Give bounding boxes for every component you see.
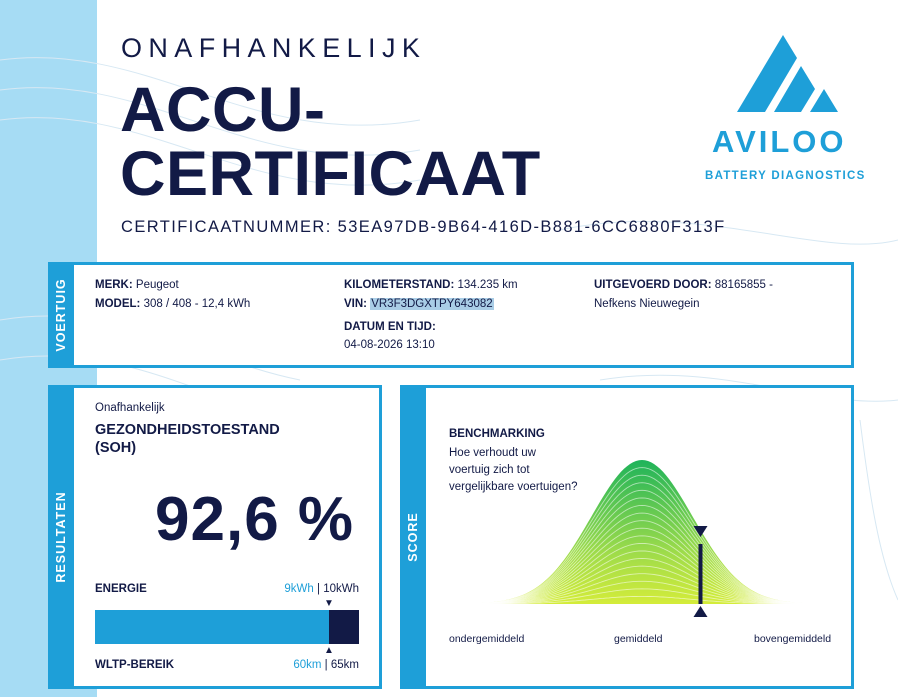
soh-heading-line-2: (SOH) (95, 440, 137, 456)
merk-label: MERK: (95, 279, 133, 291)
aviloo-triangle-logo-icon (700, 30, 870, 190)
question-line-1: Hoe verhoudt uw (449, 447, 536, 459)
score-tab-label: SCORE (406, 512, 420, 562)
energy-bar (95, 610, 359, 644)
logo-wordmark: AVILOO (712, 124, 847, 159)
energy-total: 10kWh (323, 583, 359, 595)
energy-bar-remainder (329, 610, 359, 644)
datum-value: 04-08-2026 13:10 (344, 339, 435, 351)
door-value-2: Nefkens Nieuwegein (594, 298, 700, 310)
door-value-1: 88165855 - (714, 279, 773, 291)
score-tab (400, 385, 426, 689)
merk-value: Peugeot (135, 279, 179, 291)
energy-label: ENERGIE (95, 583, 147, 595)
certificate-number (121, 218, 726, 237)
axis-label-low: ondergemiddeld (449, 633, 525, 645)
km-field (344, 276, 518, 295)
vin-label: VIN: (344, 298, 367, 310)
bar-marker-top-icon: ▼ (324, 598, 334, 609)
vin-field (344, 295, 494, 314)
results-small-label: Onafhankelijk (95, 402, 165, 414)
range-separator: | (321, 659, 331, 671)
model-label: MODEL: (95, 298, 141, 310)
vehicle-panel (48, 262, 854, 368)
range-total: 65km (330, 659, 359, 671)
results-panel (48, 385, 382, 689)
question-line-3: vergelijkbare voertuigen? (449, 481, 578, 493)
title-line-2: CERTIFICAAT (120, 139, 541, 209)
cert-number-label: CERTIFICAATNUMMER: (121, 218, 332, 236)
benchmark-heading: BENCHMARKING (449, 428, 545, 440)
bar-marker-bottom-icon: ▲ (324, 645, 334, 656)
certificate-title (120, 75, 541, 209)
energy-current: 9kWh (284, 583, 314, 595)
datum-label: DATUM EN TIJD: (344, 321, 436, 333)
soh-value: 92,6 % (155, 485, 355, 554)
soh-heading-line-1: GEZONDHEIDSTOESTAND (95, 422, 280, 438)
axis-label-mid: gemiddeld (614, 633, 663, 645)
score-panel (400, 385, 854, 689)
logo-subtitle: BATTERY DIAGNOSTICS (705, 170, 866, 182)
benchmark-question (449, 445, 619, 496)
range-values (219, 659, 359, 671)
cert-number-value: 53EA97DB-9B64-416D-B881-6CC6880F313F (337, 218, 726, 236)
km-value: 134.235 km (457, 279, 518, 291)
km-label: KILOMETERSTAND: (344, 279, 455, 291)
eyebrow-title: ONAFHANKELIJK (121, 33, 427, 63)
question-line-2: voertuig zich tot (449, 464, 530, 476)
door-label: UITGEVOERD DOOR: (594, 279, 712, 291)
soh-heading (95, 421, 325, 457)
vin-value[interactable]: VR3F3DGXTPY643082 (371, 298, 493, 310)
range-label: WLTP-BEREIK (95, 659, 175, 671)
energy-values (219, 583, 359, 595)
axis-label-high: bovengemiddeld (754, 633, 832, 645)
model-field (95, 295, 250, 314)
results-tab-label: RESULTATEN (54, 491, 68, 583)
door-field (594, 276, 773, 295)
merk-field (95, 276, 179, 295)
model-value: 308 / 408 - 12,4 kWh (143, 298, 251, 310)
results-tab (48, 385, 74, 689)
title-line-1: ACCU- (120, 75, 326, 145)
vehicle-tab (48, 262, 74, 368)
energy-separator: | (313, 583, 324, 595)
score-marker-bottom-icon (694, 606, 708, 617)
range-current: 60km (293, 659, 322, 671)
datum-field (344, 318, 436, 337)
vehicle-tab-label: VOERTUIG (54, 278, 68, 352)
